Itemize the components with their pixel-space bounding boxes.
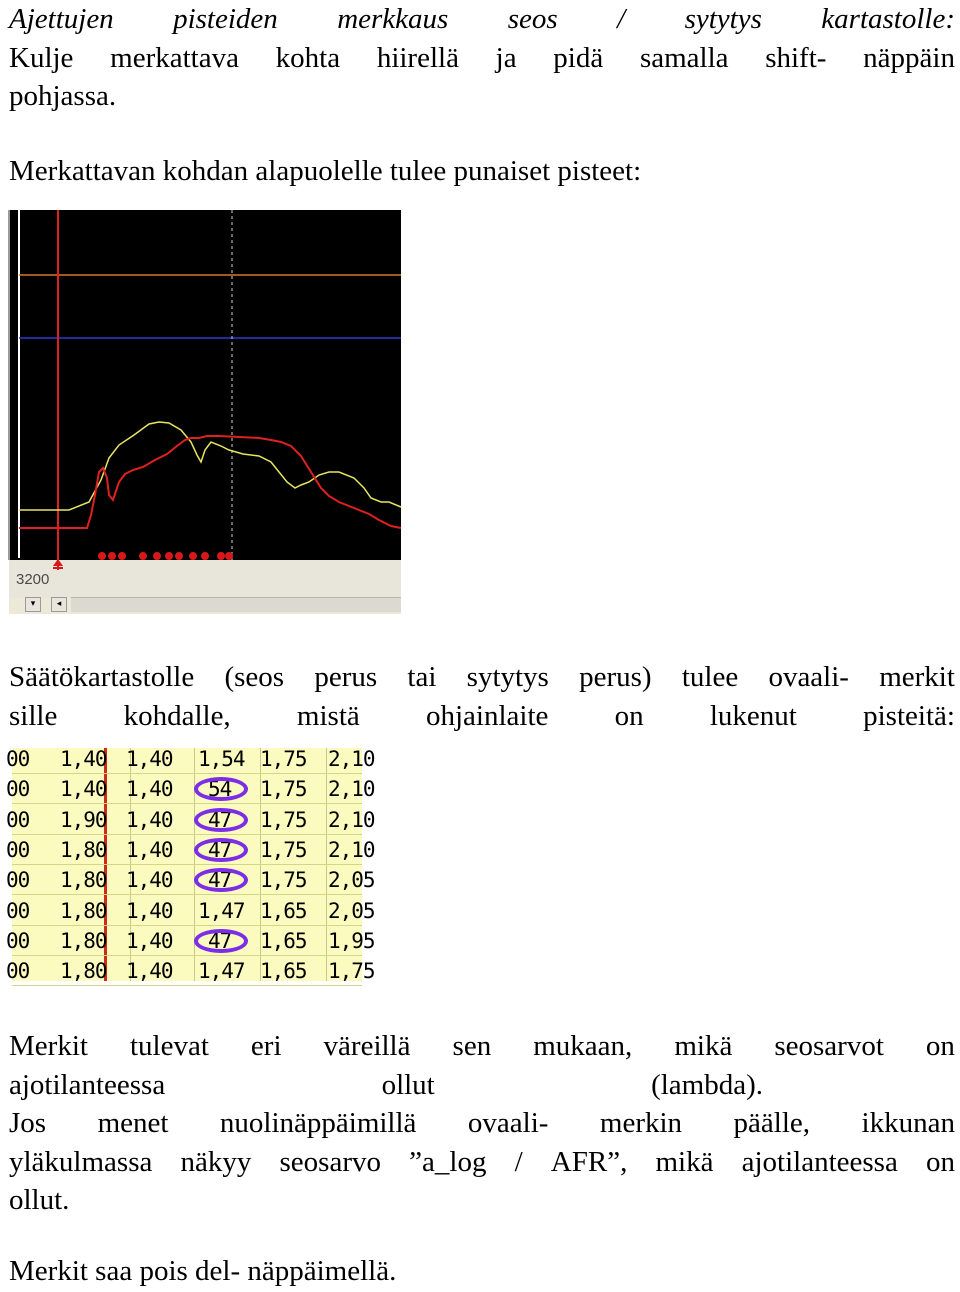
- table-cell[interactable]: 47: [208, 868, 232, 893]
- word: /: [617, 3, 626, 35]
- word: pisteitä:: [863, 699, 955, 732]
- word: sytytys: [684, 3, 762, 35]
- word: on: [925, 1030, 955, 1062]
- word: ikkunan: [861, 1107, 955, 1139]
- oval-marker: [194, 868, 248, 892]
- graph-background: [9, 210, 401, 560]
- word: päälle,: [733, 1107, 811, 1139]
- table-cell[interactable]: 47: [208, 837, 232, 862]
- table-cell[interactable]: 00: [6, 868, 30, 893]
- word: lukenut: [709, 699, 797, 732]
- map-table-screenshot: [6, 747, 375, 984]
- table-cell[interactable]: 1,95: [328, 928, 375, 953]
- paragraph-delete: [9, 1252, 955, 1291]
- paragraph-oval-marks: [9, 658, 955, 735]
- table-row: [6, 805, 375, 835]
- table-cell[interactable]: 1,75: [328, 959, 375, 984]
- word: ohjainlaite: [426, 699, 549, 732]
- red-point: [189, 552, 197, 560]
- word: nuolinäppäimillä: [219, 1107, 417, 1139]
- word: hiirellä: [376, 41, 459, 74]
- word: perus): [579, 661, 652, 693]
- table-cell[interactable]: 00: [6, 777, 30, 802]
- table-row: [6, 835, 375, 865]
- graph-axis-area: [9, 560, 401, 598]
- word: samalla: [639, 41, 729, 74]
- word: shift-: [765, 41, 827, 74]
- word: tai: [407, 661, 437, 693]
- word: mukaan,: [533, 1030, 633, 1062]
- log-graph: [9, 210, 401, 614]
- word: Kulje: [9, 41, 74, 74]
- table-cell[interactable]: 00: [6, 807, 30, 832]
- red-point: [139, 552, 147, 560]
- word: tulevat: [129, 1030, 209, 1062]
- red-point: [165, 552, 173, 560]
- word: merkkaus: [337, 3, 449, 35]
- table-cell[interactable]: 00: [6, 928, 30, 953]
- table-cell[interactable]: 1,75: [260, 868, 307, 893]
- red-point: [118, 552, 126, 560]
- table-cell[interactable]: 1,40: [126, 807, 173, 832]
- word: Säätökartastolle: [9, 661, 195, 693]
- word: kohta: [275, 41, 341, 74]
- scroll-left-button[interactable]: ◂: [51, 597, 67, 612]
- word: kohdalle,: [123, 699, 231, 732]
- oval-marker: [194, 777, 248, 801]
- table-cell[interactable]: 00: [6, 837, 30, 862]
- table-cell[interactable]: 1,75: [260, 837, 307, 862]
- table-cell[interactable]: 2,10: [328, 807, 375, 832]
- table-cell[interactable]: 1,80: [60, 898, 107, 923]
- text-line: ollut.: [9, 1184, 70, 1216]
- word: ajotilanteessa: [9, 1068, 166, 1101]
- justified-line: [9, 658, 955, 697]
- text-line: pohjassa.: [9, 80, 117, 112]
- table-row: [6, 956, 375, 986]
- table-cell[interactable]: 1,80: [60, 837, 107, 862]
- table-row: [6, 865, 375, 895]
- table-cell[interactable]: 00: [6, 959, 30, 984]
- table-cell[interactable]: 1,47: [198, 898, 245, 923]
- word: Merkit: [9, 1030, 88, 1062]
- red-point: [108, 552, 116, 560]
- word: seosarvot: [774, 1030, 884, 1062]
- table-cell[interactable]: 2,05: [328, 868, 375, 893]
- text-line: Merkattavan kohdan alapuolelle tulee punaiset pisteet:: [9, 155, 642, 187]
- table-cell[interactable]: 1,80: [60, 959, 107, 984]
- axis-tick-label: 3200: [16, 571, 50, 588]
- word: ajotilanteessa: [741, 1145, 898, 1178]
- table-cell[interactable]: 54: [208, 777, 232, 802]
- table-cell[interactable]: 1,54: [198, 747, 245, 771]
- table-row: [6, 744, 375, 774]
- scroll-down-button[interactable]: ▾: [25, 597, 41, 612]
- red-point: [153, 552, 161, 560]
- table-cell[interactable]: 47: [208, 928, 232, 953]
- table-cell[interactable]: 1,40: [126, 928, 173, 953]
- table-cell[interactable]: 1,75: [260, 807, 307, 832]
- word: on: [925, 1145, 955, 1178]
- table-cell[interactable]: 1,40: [126, 868, 173, 893]
- table-cell[interactable]: 1,40: [60, 747, 107, 771]
- word: (seos: [224, 661, 285, 693]
- oval-marker: [194, 929, 248, 953]
- word: (lambda).: [651, 1068, 763, 1101]
- justified-line: [9, 1066, 955, 1105]
- word: pidä: [553, 41, 604, 74]
- oval-marker: [194, 838, 248, 862]
- red-point: [217, 552, 225, 560]
- word: Jos: [9, 1107, 47, 1139]
- table-cell[interactable]: 2,10: [328, 777, 375, 802]
- word: kartastolle:: [821, 3, 955, 35]
- word: näppäin: [863, 41, 955, 74]
- red-point: [175, 552, 183, 560]
- word: merkattava: [110, 41, 239, 74]
- table-cell[interactable]: 1,40: [126, 747, 173, 771]
- word: merkit: [879, 661, 955, 693]
- table-cell[interactable]: 1,80: [60, 928, 107, 953]
- table-cell[interactable]: 1,75: [260, 777, 307, 802]
- word: ovaali-: [467, 1107, 549, 1139]
- word: eri: [250, 1030, 282, 1062]
- red-point: [201, 552, 209, 560]
- table-cell[interactable]: 1,47: [198, 959, 245, 984]
- word: seos: [507, 3, 558, 35]
- word: näkyy: [180, 1145, 252, 1178]
- text-line: Merkit saa pois del- näppäimellä.: [9, 1255, 397, 1287]
- table-cell[interactable]: 1,65: [260, 959, 307, 984]
- paragraph-red-points: [9, 152, 955, 191]
- table-cell[interactable]: 2,10: [328, 747, 375, 771]
- word: AFR”,: [550, 1145, 628, 1178]
- table-cell[interactable]: 1,40: [126, 898, 173, 923]
- table-cell[interactable]: 1,90: [60, 807, 107, 832]
- word: sytytys: [466, 661, 549, 693]
- justified-line: [9, 697, 955, 736]
- justified-line: [9, 1104, 955, 1143]
- word: ”a_log: [409, 1145, 487, 1178]
- table-cell[interactable]: 1,40: [126, 959, 173, 984]
- word: tulee: [681, 661, 739, 693]
- table-cell[interactable]: 2,10: [328, 837, 375, 862]
- word: on: [614, 699, 644, 732]
- justified-line: [9, 1027, 955, 1066]
- word: ja: [495, 41, 517, 74]
- table-cell[interactable]: 00: [6, 747, 30, 771]
- word: sille: [9, 699, 58, 732]
- word: mikä: [655, 1145, 714, 1178]
- word: seosarvo: [279, 1145, 381, 1178]
- word: menet: [97, 1107, 169, 1139]
- table-cell[interactable]: 1,40: [126, 837, 173, 862]
- table-row: [6, 926, 375, 956]
- table-row: [6, 774, 375, 804]
- justified-line: [9, 39, 955, 78]
- justified-line: [9, 0, 955, 39]
- red-point: [225, 552, 233, 560]
- paragraph-intro: [9, 0, 955, 116]
- table-row: [6, 896, 375, 926]
- word: sen: [452, 1030, 492, 1062]
- table-cell[interactable]: 1,65: [260, 928, 307, 953]
- word: /: [514, 1145, 523, 1178]
- word: Ajettujen: [9, 3, 114, 35]
- word: ollut: [381, 1068, 435, 1101]
- word: perus: [314, 661, 378, 693]
- table-cell[interactable]: 2,05: [328, 898, 375, 923]
- word: mikä: [674, 1030, 733, 1062]
- table-cell[interactable]: 47: [208, 807, 232, 832]
- table-cell[interactable]: 1,80: [60, 868, 107, 893]
- word: yläkulmassa: [9, 1145, 153, 1178]
- horizontal-scrollbar[interactable]: [71, 597, 401, 612]
- log-graph-screenshot: [9, 210, 401, 614]
- table-cell[interactable]: 1,40: [126, 777, 173, 802]
- red-point: [98, 552, 106, 560]
- table-cell[interactable]: 1,40: [60, 777, 107, 802]
- word: väreillä: [323, 1030, 411, 1062]
- word: pisteiden: [173, 3, 278, 35]
- word: merkin: [599, 1107, 683, 1139]
- word: mistä: [296, 699, 360, 732]
- oval-marker: [194, 808, 248, 832]
- table-cell[interactable]: 1,75: [260, 747, 307, 771]
- paragraph-colors: [9, 1027, 955, 1220]
- justified-line: [9, 1143, 955, 1182]
- table-cell[interactable]: 1,65: [260, 898, 307, 923]
- table-cell[interactable]: 00: [6, 898, 30, 923]
- word: ovaali-: [768, 661, 849, 693]
